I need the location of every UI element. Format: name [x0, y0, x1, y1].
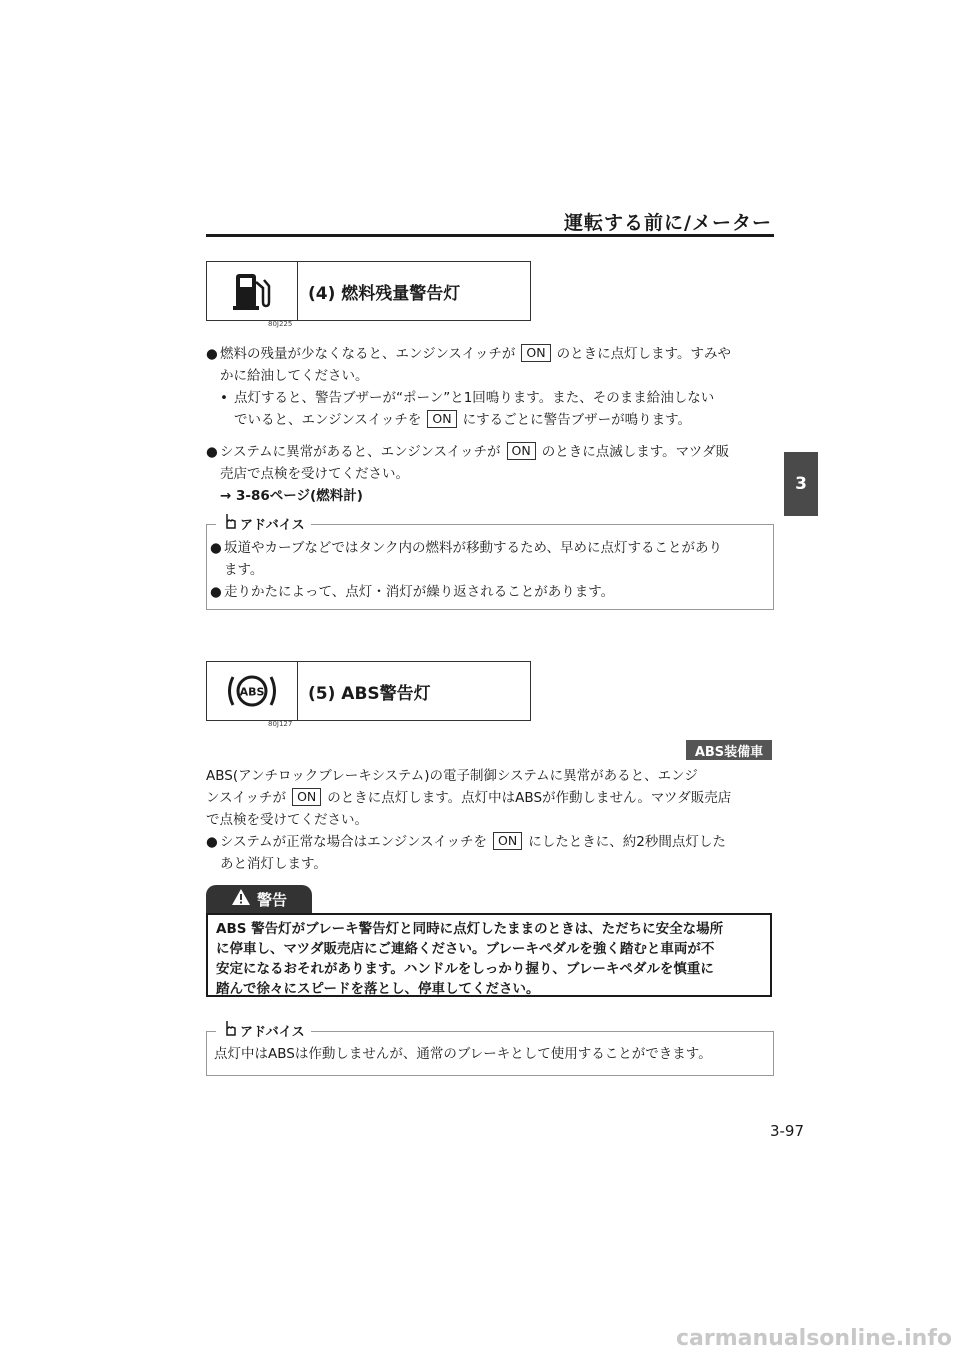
on-key-label: ON	[493, 832, 522, 850]
advice-1-item-2: ● 走りかたによって、点灯・消灯が繰り返されることがあります。	[210, 584, 615, 600]
section-4-title: (4) 燃料残量警告灯	[308, 283, 461, 304]
abs-warning-icon	[207, 662, 298, 720]
page-reference-link[interactable]: 3-86ページ(燃料計)	[236, 488, 363, 504]
page-header-title: 運転する前に/メーター	[564, 212, 772, 234]
abs-equipped-badge: ABS装備車	[686, 740, 772, 760]
on-key-label: ON	[521, 344, 550, 362]
section-4-sub-bullet: • 点灯すると、警告ブザーが“ポーン”と1回鳴ります。また、そのまま給油しない でいると、エンジンスイッチを ON にするごとに警告ブザーが鳴ります。	[220, 390, 715, 428]
section-5-bullet: ● システムが正常な場合はエンジンスイッチを ON にしたときに、約2秒間点灯した あと消灯します。	[206, 833, 726, 872]
fuel-pump-icon	[207, 262, 298, 320]
svg-text:ABS: ABS	[239, 685, 265, 699]
section-4-bullet-1: ● 燃料の残量が少なくなると、エンジンスイッチが ON のときに点灯します。すみや かに給油してください。	[206, 345, 732, 384]
section-5-title: (5) ABS警告灯	[308, 683, 431, 704]
section-5-paragraph: ABS(アンチロックブレーキシステム)の電子制御システムに異常があると、エンジ ンスイッチが ON のときに点灯します。点灯中はABSが作動しません。マツダ販売店 で点検を受けてください。	[206, 768, 732, 828]
advice-label-2: アドバイス	[216, 1019, 311, 1041]
advice-1-item-1: ● 坂道やカーブなどではタンク内の燃料が移動するため、早めに点灯することがあり ます。	[210, 540, 723, 578]
page-number: 3-97	[769, 1122, 804, 1140]
on-key-label: ON	[427, 410, 456, 428]
page-reference: → 3-86ページ(燃料計)	[220, 488, 363, 504]
chapter-tab[interactable]: 3	[784, 452, 818, 516]
pointing-hand-icon	[222, 1019, 238, 1041]
warning-box: ABS 警告灯がブレーキ警告灯と同時に点灯したままのときは、ただちに安全な場所 に停車し、マツダ販売店にご連絡ください。ブレーキペダルを強く踏むと車両が不 安定になるおそれがあります。ハンドルをしっかり握り、ブレーキペダルを慎重に 踏んで徐々にスピードを落とし、停車してください。	[206, 913, 772, 997]
section-4-bullet-2: ● システムに異常があると、エンジンスイッチが ON のときに点滅します。マツダ販 売店で点検を受けてください。 → 3-86ページ(燃料計)	[206, 441, 776, 507]
section-4-header	[206, 261, 531, 321]
advice-label-1: アドバイス	[216, 512, 311, 534]
warning-tab: 警告	[206, 885, 312, 913]
section-4-icon-code: 80J225	[268, 320, 293, 328]
section-5-icon-code: 80J127	[268, 720, 293, 728]
on-key-label: ON	[507, 442, 536, 460]
watermark: carmanualsonline.info	[676, 1326, 952, 1351]
section-5-header	[206, 661, 531, 721]
header-rule	[206, 234, 774, 237]
on-key-label: ON	[292, 788, 321, 806]
pointing-hand-icon	[222, 512, 238, 534]
warning-triangle-icon	[231, 888, 251, 910]
advice-2-text: 点灯中はABSは作動しませんが、通常のブレーキとして使用することができます。	[214, 1046, 712, 1062]
